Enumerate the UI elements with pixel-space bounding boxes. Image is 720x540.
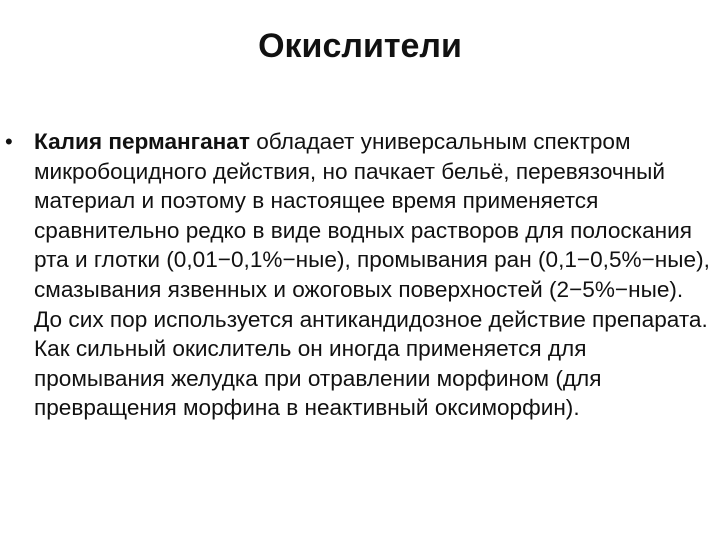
bullet-lead-term: Калия перманганат [34,129,250,154]
bullet-list [0,127,720,423]
bullet-item [0,127,720,423]
bullet-marker: • [5,129,13,154]
bullet-body-text: обладает универсальным спектром микробоцидного действия, но пачкает бельё, перевязочный материал и поэтому в настоящее время применяется сравнительно редко в виде водных растворов для полоскания рта и глотки (0,01−0,1%−ные), промывания ран (0,1−0,5%−ные), смазывания язвенных и ожоговых поверхностей (2−5%−ные). До сих пор используется антикандидозное действие препарата. Как сильный окислитель он иногда применяется для промывания желудка при отравлении морфином (для превращения морфина в неактивный оксиморфин). [34,129,710,421]
slide-title: Окислители [258,27,462,65]
